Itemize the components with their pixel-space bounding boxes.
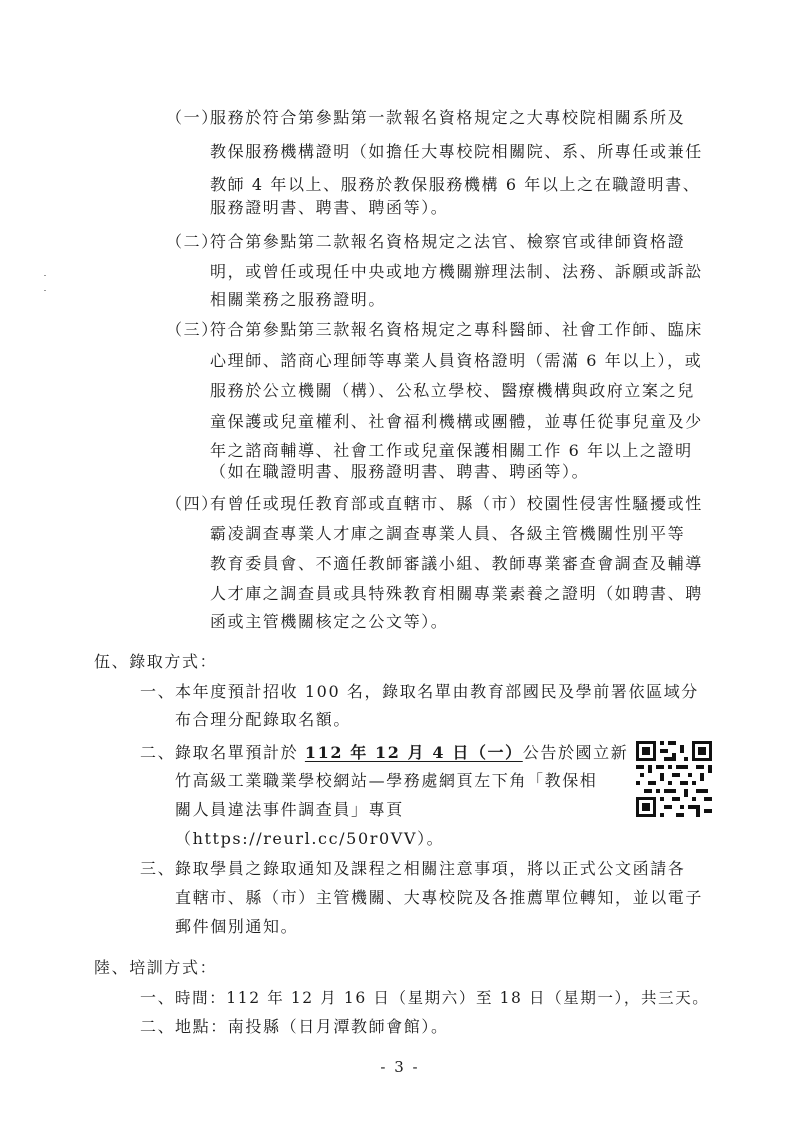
text-line: 直轄市、縣（市）主管機關、大專校院及各推薦單位轉知，並以電子 xyxy=(175,888,704,907)
scan-speck xyxy=(44,290,46,291)
text-line: 心理師、諮商心理師等專業人員資格證明（需滿 6 年以上），或 xyxy=(210,351,703,370)
text-line: 本年度預計招收 100 名，錄取名單由教育部國民及學前署依區域分 xyxy=(175,682,699,701)
text-line: 布合理分配錄取名額。 xyxy=(175,710,352,729)
marker: 一、 xyxy=(140,682,176,701)
text-line: 服務證明書、聘書、聘函等）。 xyxy=(210,198,449,217)
marker: （三） xyxy=(166,320,219,339)
qr-code[interactable] xyxy=(636,741,712,817)
text-line xyxy=(175,743,628,763)
text-line: 教保服務機構證明（如擔任大專校院相關院、系、所專任或兼任 xyxy=(210,142,703,161)
marker: 三、 xyxy=(140,859,176,878)
text-line: 人才庫之調查員或具特殊教育相關專業素養之證明（如聘書、聘 xyxy=(210,584,703,603)
text-line: 竹高級工業職業學校網站—學務處網頁左下角「教保相 xyxy=(175,771,598,790)
marker: （二） xyxy=(166,232,219,251)
text-segment: 公告於國立新 xyxy=(522,743,629,762)
text-line: 符合第參點第三款報名資格規定之專科醫師、社會工作師、臨床 xyxy=(210,320,703,339)
text-line: 明，或曾任或現任中央或地方機關辦理法制、法務、訴願或訴訟 xyxy=(210,262,703,281)
marker: （四） xyxy=(166,494,219,513)
text-line: 服務於符合第參點第一款報名資格規定之大專校院相關系所及 xyxy=(210,108,686,127)
scan-speck xyxy=(44,275,46,276)
text-line: 有曾任或現任教育部或直轄市、縣（市）校園性侵害性騷擾或性 xyxy=(210,494,703,513)
text-line: 關人員違法事件調查員」專頁 xyxy=(175,800,404,819)
announcement-date: 112 年 12 月 4 日（一） xyxy=(304,743,523,762)
text-line: 郵件個別通知。 xyxy=(175,917,299,936)
page-number: - 3 - xyxy=(380,1058,420,1076)
text-line: 霸凌調查專業人才庫之調查專業人員、各級主管機關性別平等 xyxy=(210,524,686,543)
marker: 一、 xyxy=(140,988,176,1007)
url-line[interactable]: （https://reurl.cc/50r0VV）。 xyxy=(175,829,445,848)
text-line: 教師 4 年以上、服務於教保服務機構 6 年以上之在職證明書、 xyxy=(210,175,701,194)
text-segment: 錄取名單預計於 xyxy=(175,743,305,762)
text-line: 錄取學員之錄取通知及課程之相關注意事項，將以正式公文函請各 xyxy=(175,859,686,878)
text-line: 地點：南投縣（日月潭教師會館）。 xyxy=(175,1017,449,1036)
text-line: 服務於公立機關（構）、公私立學校、醫療機構與政府立案之兒 xyxy=(210,381,695,400)
text-line: （如在職證明書、服務證明書、聘書、聘函等）。 xyxy=(210,462,590,481)
text-line: 童保護或兒童權利、社會福利機構或團體，並專任從事兒童及少 xyxy=(210,412,703,431)
text-line: 相關業務之服務證明。 xyxy=(210,290,387,309)
marker: （一） xyxy=(166,108,219,127)
text-line: 年之諮商輔導、社會工作或兒童保護相關工作 6 年以上之證明 xyxy=(210,441,693,460)
marker: 二、 xyxy=(140,743,176,762)
section-5-heading: 伍、錄取方式： xyxy=(94,652,218,671)
section-6-heading: 陸、培訓方式： xyxy=(94,958,218,977)
text-line: 教育委員會、不適任教師審議小組、教師專業審查會調查及輔導 xyxy=(210,554,703,573)
text-line: 函或主管機關核定之公文等）。 xyxy=(210,612,449,631)
text-line: 符合第參點第二款報名資格規定之法官、檢察官或律師資格證 xyxy=(210,232,686,251)
text-line: 時間：112 年 12 月 16 日（星期六）至 18 日（星期一），共三天。 xyxy=(175,989,710,1007)
marker: 二、 xyxy=(140,1017,176,1036)
